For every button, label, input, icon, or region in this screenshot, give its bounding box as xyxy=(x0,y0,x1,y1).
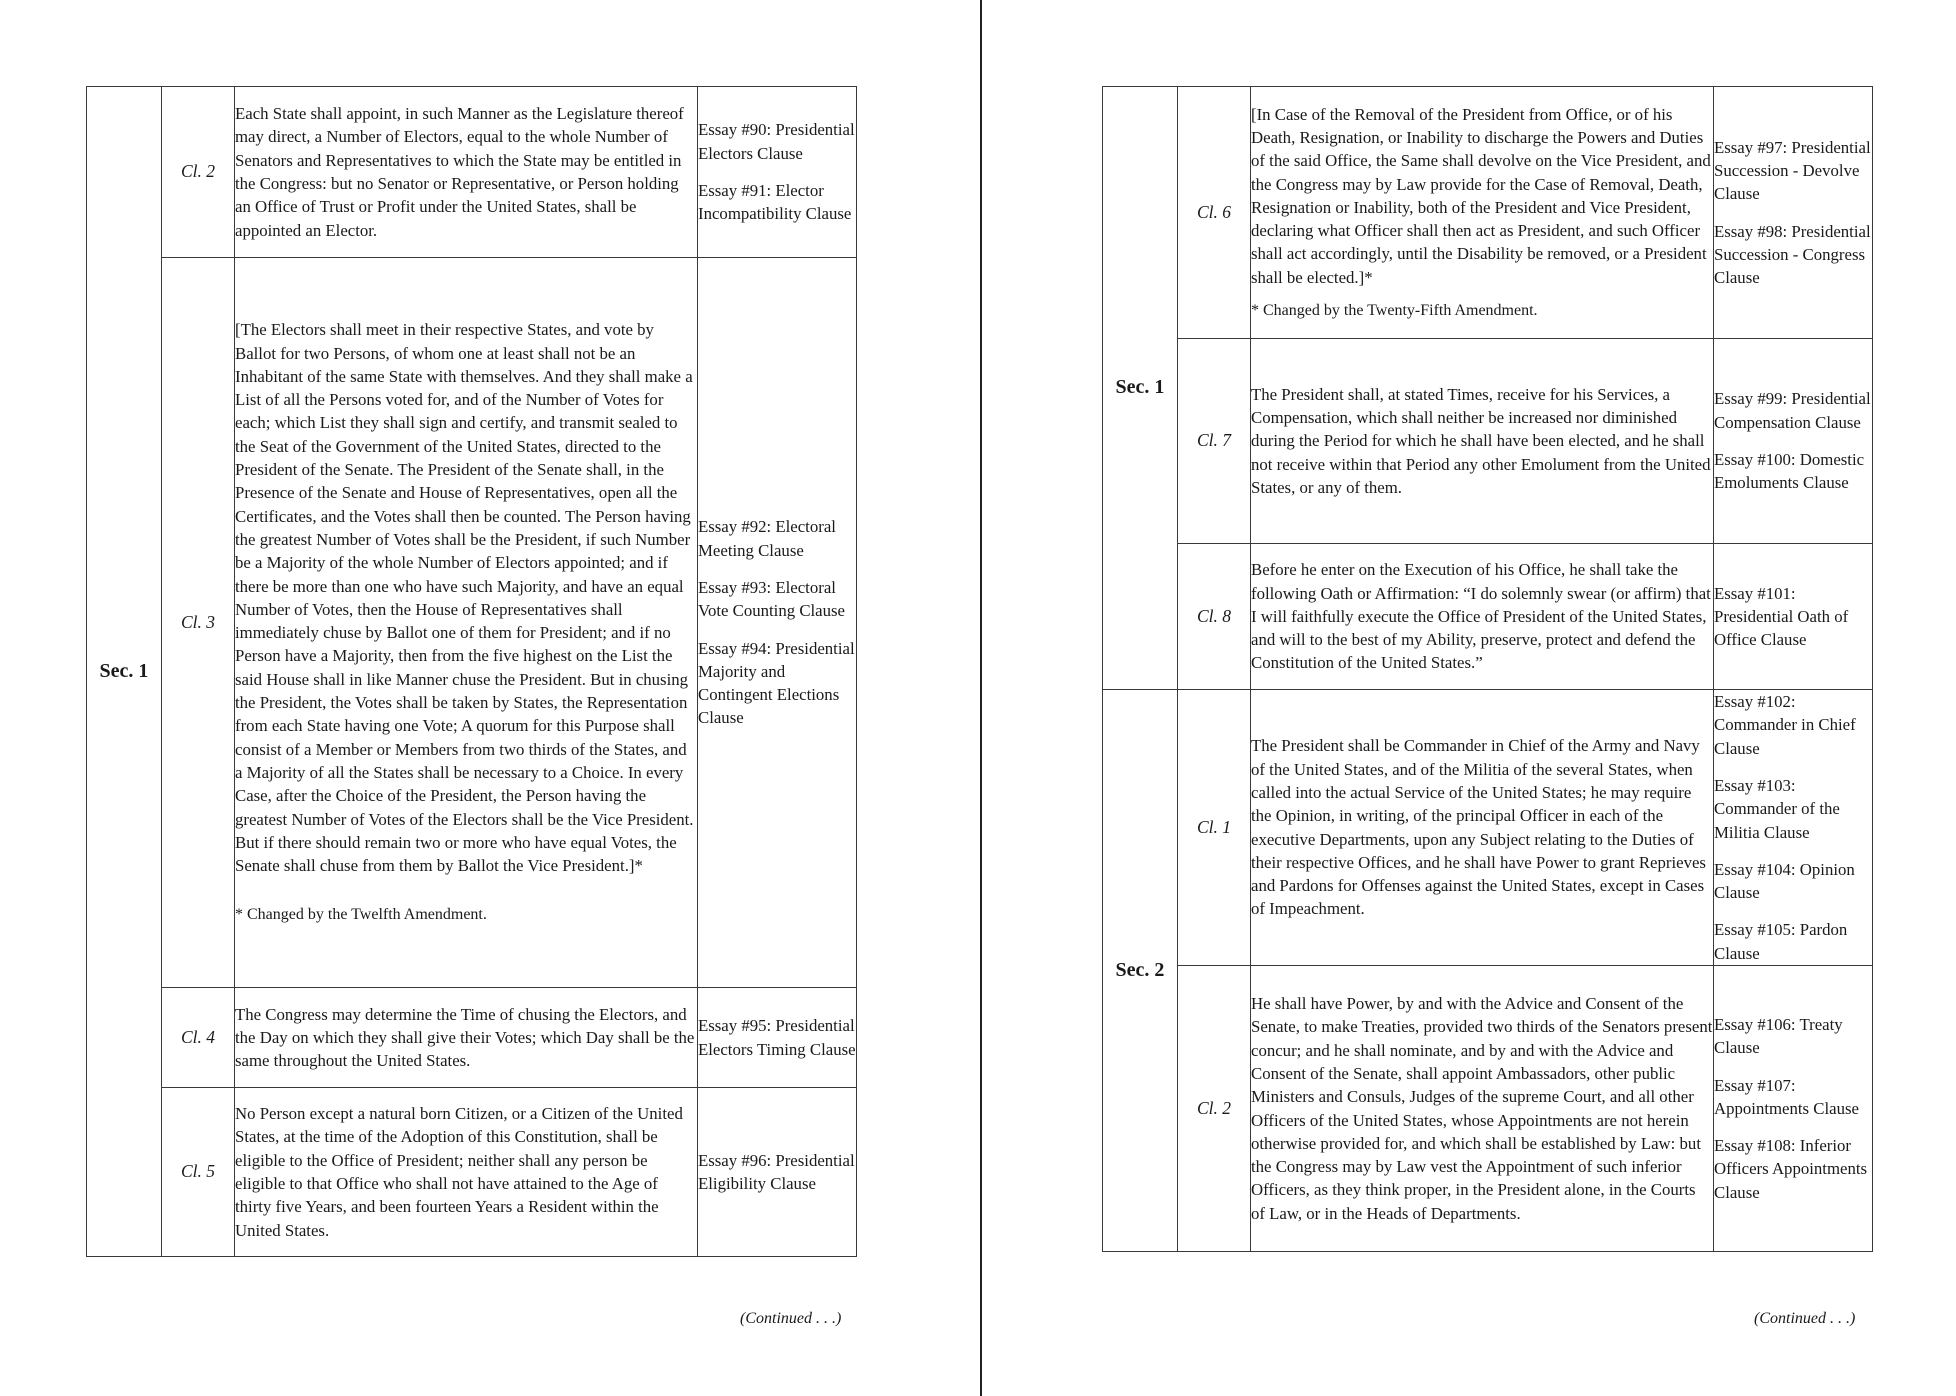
clause-text-cell xyxy=(1251,966,1714,1252)
essay-cell xyxy=(1714,966,1873,1252)
table-row xyxy=(1103,544,1873,690)
clause-label: Cl. 8 xyxy=(1178,544,1251,690)
continued-note: (Continued . . .) xyxy=(740,1310,842,1327)
clause-text: He shall have Power, by and with the Advice and Consent of the Senate, to make Treaties, provided two thirds of the Senators present concur; and he shall nominate, and by and with the Advice and Consent of the Senate, shall appoint Ambassadors, other public Ministers and Consuls, Judges of the supreme Court, and all other Officers of the United States, whose Appointments are not herein otherwise provided for, and which shall be established by Law: but the Congress may by Law vest the Appointment of such inferior Officers, as they think proper, in the President alone, in the Courts of Law, or in the Heads of Departments. xyxy=(1251,994,1713,1223)
clause-label: Cl. 4 xyxy=(162,988,235,1088)
clause-text: The President shall be Commander in Chief of the Army and Navy of the United States, and of the Militia of the several States, when called into the actual Service of the United States; he may require the Opinion, in writing, of the principal Officer in each of the executive Departments, upon any Subject relating to the Duties of their respective Offices, and he shall have Power to grant Reprieves and Pardons for Offenses against the United States, except in Cases of Impeachment. xyxy=(1251,736,1706,919)
amendment-note: * Changed by the Twenty-Fifth Amendment. xyxy=(1251,302,1538,320)
right-page xyxy=(982,0,1956,1396)
clause-text: [The Electors shall meet in their respective States, and vote by Ballot for two Persons, of whom one at least shall not be an Inhabitant of the same State with themselves. And they shall make a List of all the Persons voted for, and of the Number of Votes for each; which List they shall sign and certify, and transmit sealed to the Seat of the Government of the United States, directed to the President of the Senate. The President of the Senate shall, in the Presence of the Senate and House of Representatives, open all the Certificates, and the Votes shall then be counted. The Person having the greatest Number of Votes shall be the President, if such Number be a Majority of the whole Number of Electors appointed; and if there be more than one who have such Majority, and have an equal Number of Votes, then the House of Representatives shall immediately chuse by Ballot one of them for President; and if no Person have a Majority, then from the five highest on the List the said House shall in like Manner chuse the President. But in chusing the President, the Votes shall be taken by States, the Representation from each State having one Vote; A quorum for this Purpose shall consist of a Member or Members from two thirds of the States, and a Majority of all the States shall be necessary to a Choice. In every Case, after the Choice of the President, the Person having the greatest Number of Votes of the Electors shall be the Vice President. But if there should remain two or more who have equal Votes, the Senate shall chuse from them by Ballot the Vice President.]* xyxy=(235,320,694,876)
essay-cell xyxy=(698,87,857,258)
clause-text-cell xyxy=(1251,87,1714,339)
clause-text-cell xyxy=(235,87,698,258)
essay-link[interactable]: Essay #90: Presidential Electors Clause xyxy=(698,120,855,163)
table-row xyxy=(87,87,857,258)
essay-cell xyxy=(698,258,857,988)
clause-label: Cl. 2 xyxy=(1178,966,1251,1252)
clause-text-cell xyxy=(235,988,698,1088)
essay-link[interactable]: Essay #103: Commander of the Militia Clause xyxy=(1714,775,1840,842)
essay-link[interactable]: Essay #92: Electoral Meeting Clause xyxy=(698,517,836,560)
clause-text: No Person except a natural born Citizen, or a Citizen of the United States, at the time of the Adoption of this Constitution, shall be eligible to the Office of President; neither shall any person be eligible to that Office who shall not have attained to the Age of thirty five Years, and been fourteen Years a Resident within the United States. xyxy=(235,1104,683,1240)
essay-link[interactable]: Essay #106: Treaty Clause xyxy=(1714,1014,1843,1058)
table-row xyxy=(87,1088,857,1257)
section-label: Sec. 2 xyxy=(1103,690,1178,1252)
table-row xyxy=(87,258,857,988)
clause-text: The Congress may determine the Time of chusing the Electors, and the Day on which they shall give their Votes; which Day shall be the same throughout the United States. xyxy=(235,1004,695,1071)
essay-link[interactable]: Essay #97: Presidential Succession - Devolve Clause xyxy=(1714,137,1871,204)
essay-cell xyxy=(698,1088,857,1257)
essay-link[interactable]: Essay #95: Presidential Electors Timing Clause xyxy=(698,1016,856,1059)
clause-text: Before he enter on the Execution of his Office, he shall take the following Oath or Affirmation: “I do solemnly swear (or affirm) that I will faithfully execute the Office of President of the United States, and will to the best of my Ability, preserve, protect and defend the Constitution of the United States.” xyxy=(1251,560,1711,673)
clause-text: Each State shall appoint, in such Manner as the Legislature thereof may direct, a Number of Electors, equal to the whole Number of Senators and Representatives to which the State may be entitled in the Congress: but no Senator or Representative, or Person holding an Office of Trust or Profit under the United States, shall be appointed an Elector. xyxy=(235,104,684,240)
clause-label: Cl. 7 xyxy=(1178,339,1251,544)
clause-label: Cl. 6 xyxy=(1178,87,1251,339)
essay-cell xyxy=(1714,544,1873,690)
essay-cell xyxy=(1714,87,1873,339)
essay-link[interactable]: Essay #93: Electoral Vote Counting Clause xyxy=(698,577,845,621)
continued-note: (Continued . . .) xyxy=(1754,1310,1856,1327)
clause-text: The President shall, at stated Times, receive for his Services, a Compensation, which shall neither be increased nor diminished during the Period for which he shall have been elected, and he shall not receive within that Period any other Emolument from the United States, or any of them. xyxy=(1251,384,1711,497)
clause-text: [In Case of the Removal of the President from Office, or of his Death, Resignation, or Inability to discharge the Powers and Duties of the said Office, the Same shall devolve on the Vice President, and the Congress may by Law provide for the Case of Removal, Death, Resignation or Inability, both of the President and Vice President, declaring what Officer shall then act as President, and such Officer shall act accordingly, until the Disability be removed, or a President shall be elected.]* xyxy=(1251,104,1711,287)
essay-link[interactable]: Essay #107: Appointments Clause xyxy=(1714,1075,1859,1118)
essay-link[interactable]: Essay #91: Elector Incompatibility Clause xyxy=(698,181,852,224)
essay-link[interactable]: Essay #102: Commander in Chief Clause xyxy=(1714,692,1856,758)
essay-link[interactable]: Essay #105: Pardon Clause xyxy=(1714,920,1848,963)
essay-cell xyxy=(698,988,857,1088)
essay-link[interactable]: Essay #101: Presidential Oath of Office Clause xyxy=(1714,583,1849,650)
essay-cell xyxy=(1714,339,1873,544)
clause-label: Cl. 5 xyxy=(162,1088,235,1257)
table-row xyxy=(1103,966,1873,1252)
clause-text-cell xyxy=(1251,339,1714,544)
clause-text-cell xyxy=(1251,544,1714,690)
essay-link[interactable]: Essay #98: Presidential Succession - Congress Clause xyxy=(1714,221,1871,288)
constitution-clause-table xyxy=(86,86,857,1257)
table-row xyxy=(87,988,857,1088)
essay-link[interactable]: Essay #108: Inferior Officers Appointments Clause xyxy=(1714,1136,1868,1202)
table-row xyxy=(1103,690,1873,966)
table-row xyxy=(1103,87,1873,339)
essay-link[interactable]: Essay #96: Presidential Eligibility Clause xyxy=(698,1150,855,1193)
clause-text-cell xyxy=(1251,690,1714,966)
table-row xyxy=(1103,339,1873,544)
clause-text-cell xyxy=(235,1088,698,1257)
section-label: Sec. 1 xyxy=(87,87,162,1257)
clause-label: Cl. 1 xyxy=(1178,690,1251,966)
amendment-note: * Changed by the Twelfth Amendment. xyxy=(235,906,487,924)
clause-label: Cl. 2 xyxy=(162,87,235,258)
section-label: Sec. 1 xyxy=(1103,87,1178,690)
essay-link[interactable]: Essay #94: Presidential Majority and Contingent Elections Clause xyxy=(698,638,855,728)
essay-link[interactable]: Essay #99: Presidential Compensation Clause xyxy=(1714,389,1871,432)
clause-label: Cl. 3 xyxy=(162,258,235,988)
essay-link[interactable]: Essay #104: Opinion Clause xyxy=(1714,859,1855,903)
essay-link[interactable]: Essay #100: Domestic Emoluments Clause xyxy=(1714,450,1865,493)
constitution-clause-table xyxy=(1102,86,1873,1252)
essay-cell xyxy=(1714,690,1873,966)
clause-text-cell xyxy=(235,258,698,988)
